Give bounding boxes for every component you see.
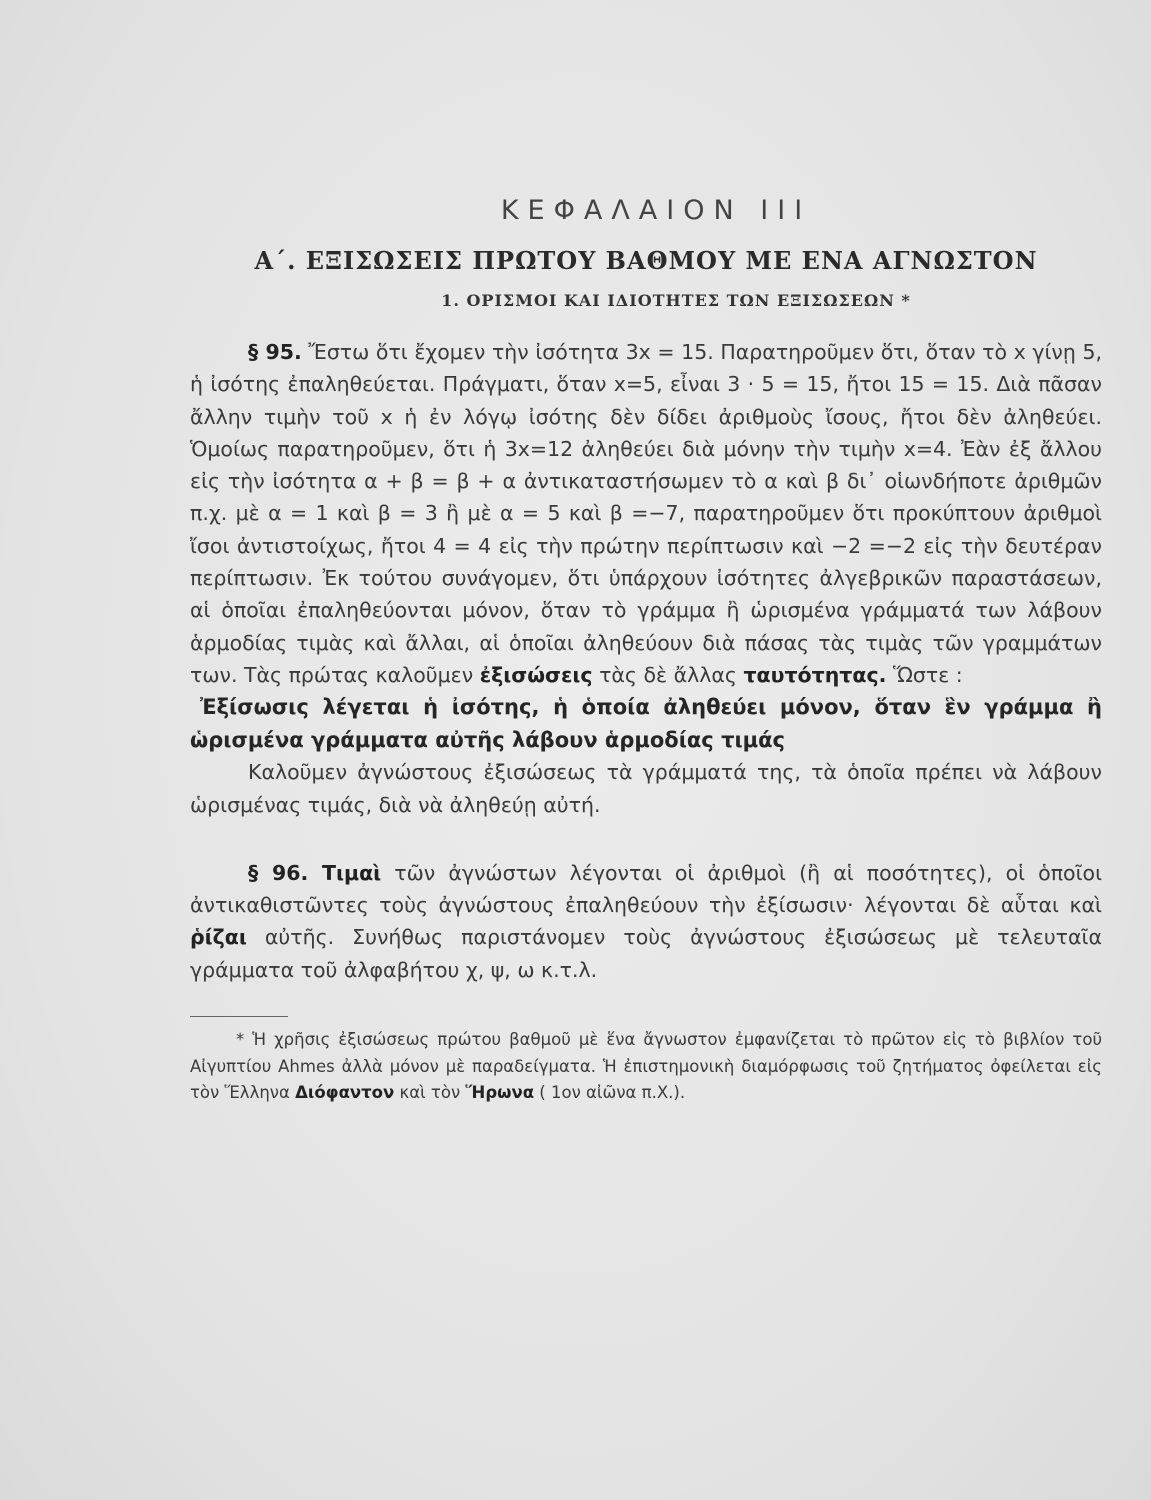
term-roots: ῥίζαι [190, 925, 247, 950]
term-values: Τιμαὶ [308, 860, 382, 885]
footnote [190, 1027, 1102, 1107]
name-heron: Ἥρωνα [465, 1083, 535, 1103]
paragraph-number: § 95. [248, 340, 302, 364]
footnote-text: ( 1ον αἰῶνα π.Χ.). [534, 1083, 686, 1103]
paragraph-number: § 96. [248, 860, 309, 885]
unknowns-paragraph: Καλοῦμεν ἀγνώστους ἐξισώσεως τὰ γράμματά της, τὰ ὁποῖα πρέπει νὰ λάβουν ὡρισμένας τιμάς, διὰ νὰ ἀληθεύῃ αὐτή. [190, 760, 1102, 817]
paragraph-96 [190, 857, 1102, 986]
name-diophantus: Διόφαντον [295, 1083, 395, 1103]
term-equations: ἐξισώσεις [479, 662, 593, 687]
paragraph-text: τὰς δὲ ἄλλας [592, 662, 744, 687]
chapter-title: ΚΕΦΑΛΑΙΟΝ ΙΙΙ [500, 195, 812, 226]
section-title: Α΄. ΕΞΙΣΩΣΕΙΣ ΠΡΩΤΟΥ ΒΑΘΜΟΥ ΜΕ ΕΝΑ ΑΓΝΩΣΤΟΝ [254, 246, 1038, 275]
footnote-divider [190, 1016, 288, 1017]
term-identities: ταυτότητας. [743, 662, 887, 687]
paragraph-gap [190, 821, 1102, 857]
footnote-text: καὶ τὸν [394, 1083, 466, 1103]
paragraph-text: Ἔστω ὅτι ἔχομεν τὴν ἰσότητα 3x = 15. Παρατηροῦμεν ὅτι, ὅταν τὸ x γίνῃ 5, ἡ ἰσότης ἐπαληθεύεται. Πράγματι, ὅταν x=5, εἶναι 3 · 5 = 15, ἤτοι 15 = 15. Διὰ πᾶσαν ἄλλην τιμὴν τοῦ x ἡ ἐν λόγῳ ἰσότης δὲν δίδει ἀριθμοὺς ἴσους, ἤτοι δὲν ἀληθεύει. Ὁμοίως παρατηροῦμεν, ὅτι ἡ 3x=12 ἀληθεύει διὰ μόνην τὴν τιμὴν x=4. Ἐὰν ἐξ ἄλλου εἰς τὴν ἰσότητα α + β = β + α ἀντικαταστήσωμεν τὸ α καὶ β δι᾽ οἱωνδήποτε ἀριθμῶν π.χ. μὲ α = 1 καὶ β = 3 ἢ μὲ α = 5 καὶ β =−7, παρατηροῦμεν ὅτι προκύπτουν ἀριθμοὶ ἴσοι ἀντιστοίχως, ἤτοι 4 = 4 εἰς τὴν πρώτην περίπτωσιν καὶ −2 =−2 εἰς τὴν δευτέραν περίπτωσιν. Ἐκ τούτου συνάγομεν, ὅτι ὑπάρχουν ἰσότητες ἀλγεβρικῶν παραστάσεων, αἱ ὁποῖαι ἐπαληθεύονται μόνον, ὅταν τὸ γράμμα ἢ ὡρισμένα γράμματά των λάβουν ἁρμοδίας τιμὰς καὶ ἄλλαι, αἱ ὁποῖαι ἀληθεύουν διὰ πάσας τὰς τιμὰς τῶν γραμμάτων των. Τὰς πρώτας καλοῦμεν [190, 340, 1103, 687]
paragraph-95 [190, 336, 1102, 691]
subsection-title: 1. ΟΡΙΣΜΟΙ ΚΑΙ ΙΔΙΟΤΗΤΕΣ ΤΩΝ ΕΞΙΣΩΣΕΩΝ * [441, 291, 911, 310]
page-content [190, 195, 1102, 1107]
paragraph-text: τῶν ἀγνώστων λέγονται οἱ ἀριθμοὶ (ἢ αἱ ποσότητες), οἱ ὁποῖοι ἀντικαθιστῶντες τοὺς ἀγνώστους ἐπαληθεύουν τὴν ἐξίσωσιν· λέγονται δὲ αὗται καὶ [190, 860, 1103, 918]
paragraph-text: Ὥστε : [886, 662, 963, 687]
paragraph-text: αὐτῆς. Συνήθως παριστάνομεν τοὺς ἀγνώστους ἐξισώσεως μὲ τελευταῖα γράμματα τοῦ ἀλφαβήτου χ, ψ, ω κ.τ.λ. [190, 925, 1102, 982]
footnote-text: * Ἡ χρῆσις ἐξισώσεως πρώτου βαθμοῦ μὲ ἕνα ἄγνωστον ἐμφανίζεται τὸ πρῶτον εἰς τὸ βιβλίον τοῦ Αἰγυπτίου Ahmes ἀλλὰ μόνον μὲ παραδείγματα. Ἡ ἐπιστημονικὴ διαμόρφωσις τοῦ ζητήματος ὀφείλεται εἰς τὸν Ἕλληνα [190, 1030, 1102, 1103]
definition-equation: Ἐξίσωσις λέγεται ἡ ἰσότης, ἡ ὁποία ἀληθεύει μόνον, ὅταν ἓν γράμμα ἢ ὡρισμένα γράμματα αὐτῆς λάβουν ἁρμοδίας τιμάς [190, 695, 1102, 752]
